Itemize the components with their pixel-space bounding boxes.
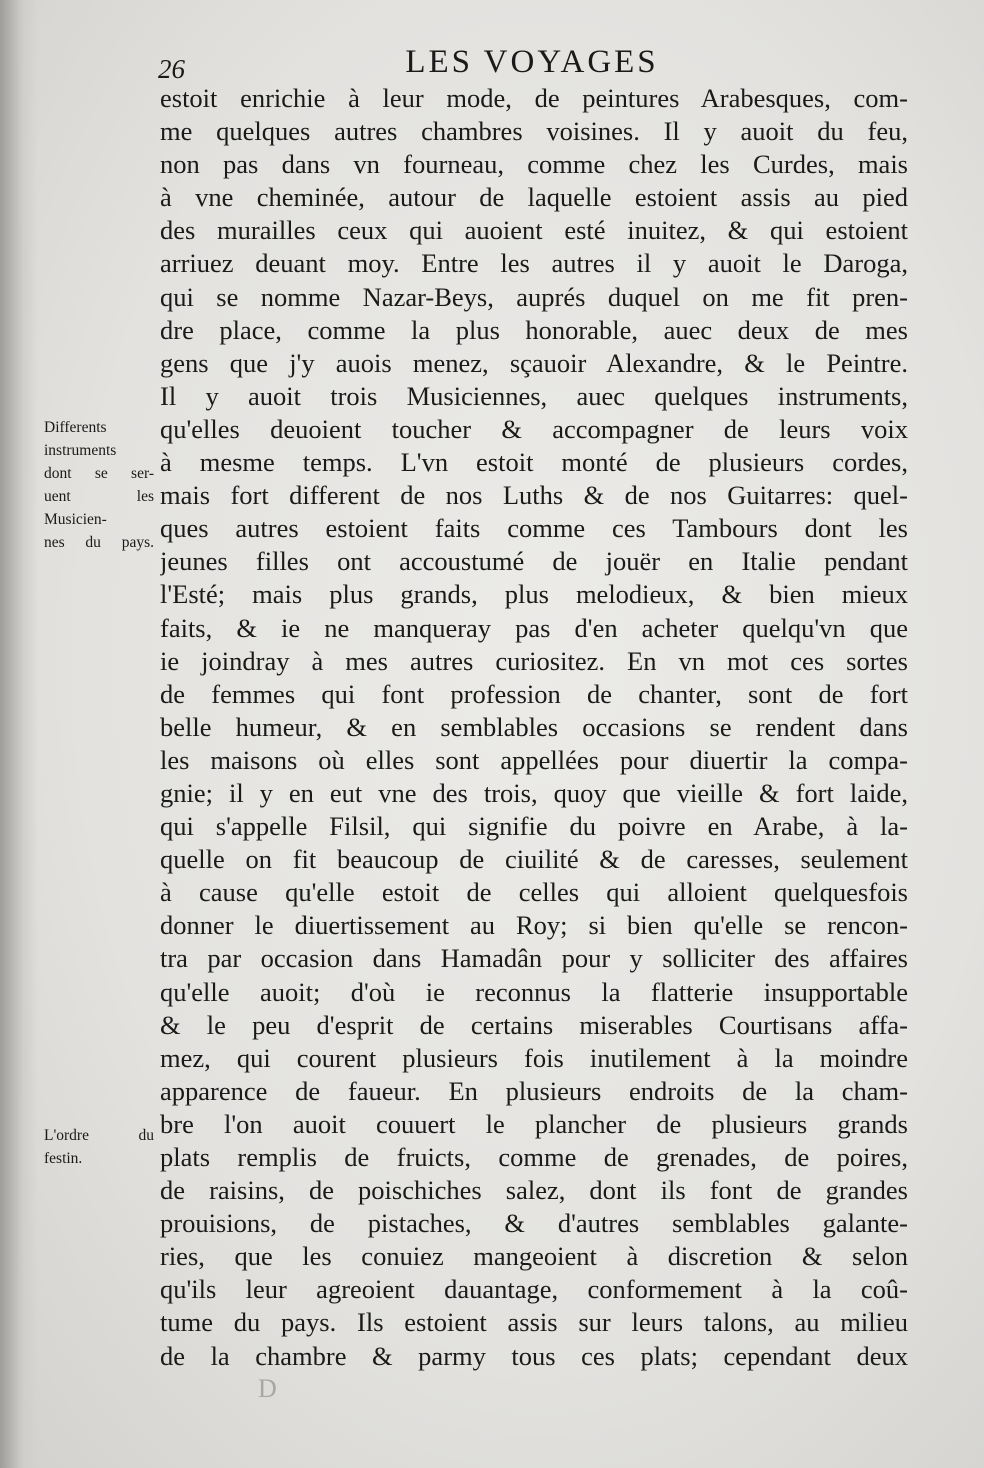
text-line: apparence de faueur. En plusieurs endroits de la cham- [160,1075,908,1106]
text-line: à mesme temps. L'vn estoit monté de plusieurs cordes, [160,447,908,478]
page-number: 26 [158,54,185,84]
margin-note-line: Musicien- [44,511,107,528]
text-line: les maisons où elles sont appellées pour diuertir la compa- [160,744,908,775]
text-line: non pas dans vn fourneau, comme chez les Curdes, mais [160,149,908,180]
margin-note-line: festin. [44,1150,83,1167]
text-line: de raisins, de poischiches salez, dont ils font de grandes [160,1175,908,1206]
text-line: ie joindray à mes autres curiositez. En vn mot ces sortes [160,645,908,676]
text-line: qu'elles deuoient toucher & accompagner de leurs voix [160,413,908,444]
text-line: qu'ils leur agreoient dauantage, conformement à la coû- [160,1274,908,1305]
text-line: à vne cheminée, autour de laquelle estoient assis au pied [160,182,908,213]
text-line: mez, qui courent plusieurs fois inutilement à la moindre [160,1042,908,1073]
margin-note-line: L'ordre du [44,1127,154,1144]
text-line: Il y auoit trois Musiciennes, auec quelques instruments, [160,380,908,411]
margin-note-festin [44,1124,154,1170]
text-line: mais fort different de nos Luths & de nos Guitarres: quel- [160,480,908,511]
text-line: gens que j'y auois menez, sçauoir Alexandre, & le Peintre. [160,347,908,378]
text-line: qu'elle auoit; d'où ie reconnus la flatterie insupportable [160,976,908,1007]
text-line: jeunes filles ont accoustumé de jouër en Italie pendant [160,546,908,577]
text-line: qui se nomme Nazar-Beys, auprés duquel on me fit pren- [160,281,908,312]
text-line: qui s'appelle Filsil, qui signifie du poivre en Arabe, à la- [160,811,908,842]
text-line: à cause qu'elle estoit de celles qui alloient quelquesfois [160,877,908,908]
margin-note-line: dont se ser- [44,465,154,482]
text-line: ries, que les conuiez mangeoient à discretion & selon [160,1241,908,1272]
running-head: LES VOYAGES [405,44,659,80]
text-line: quelle on fit beaucoup de ciuilité & de caresses, seulement [160,844,908,875]
text-line: me quelques autres chambres voisines. Il y auoit du feu, [160,116,908,147]
text-line: tra par occasion dans Hamadân pour y solliciter des affaires [160,943,908,974]
gutter-shadow [0,0,38,1468]
catchword: D [258,1374,277,1403]
text-line: de la chambre & parmy tous ces plats; cependant deux [160,1340,908,1371]
text-line: donner le diuertissement au Roy; si bien qu'elle se rencon- [160,910,908,941]
page-header [158,40,906,88]
text-line: tume du pays. Ils estoient assis sur leurs talons, au milieu [160,1307,908,1338]
text-line: des murailles ceux qui auoient esté inuitez, & qui estoient [160,215,908,246]
text-line: belle humeur, & en semblables occasions se rendent dans [160,711,908,742]
margin-note-instruments [44,416,154,554]
margin-note-line: uent les [44,488,154,505]
text-line: dre place, comme la plus honorable, auec deux de mes [160,314,908,345]
text-line: plats remplis de fruicts, comme de grenades, de poires, [160,1142,908,1172]
text-line: de femmes qui font profession de chanter, sont de fort [160,678,908,709]
text-line: bre l'on auoit couuert le plancher de plusieurs grands [160,1108,908,1139]
text-line: prouisions, de pistaches, & d'autres semblables galante- [160,1208,908,1239]
text-line: gnie; il y en eut vne des trois, quoy que vieille & fort laide, [160,777,908,808]
text-line: ques autres estoient faits comme ces Tambours dont les [160,513,908,544]
margin-note-line: nes du pays. [44,534,154,551]
margin-note-line: Differents [44,419,107,436]
body-text [160,82,908,1373]
text-line: l'Esté; mais plus grands, plus melodieux, & bien mieux [160,579,908,610]
text-line: arriuez deuant moy. Entre les autres il y auoit le Daroga, [160,248,908,279]
text-line: faits, & ie ne manqueray pas d'en acheter quelqu'vn que [160,612,908,643]
margin-note-line: instruments [44,442,117,459]
text-line: estoit enrichie à leur mode, de peintures Arabesques, com- [160,83,908,113]
text-line: & le peu d'esprit de certains miserables Courtisans affa- [160,1009,908,1040]
